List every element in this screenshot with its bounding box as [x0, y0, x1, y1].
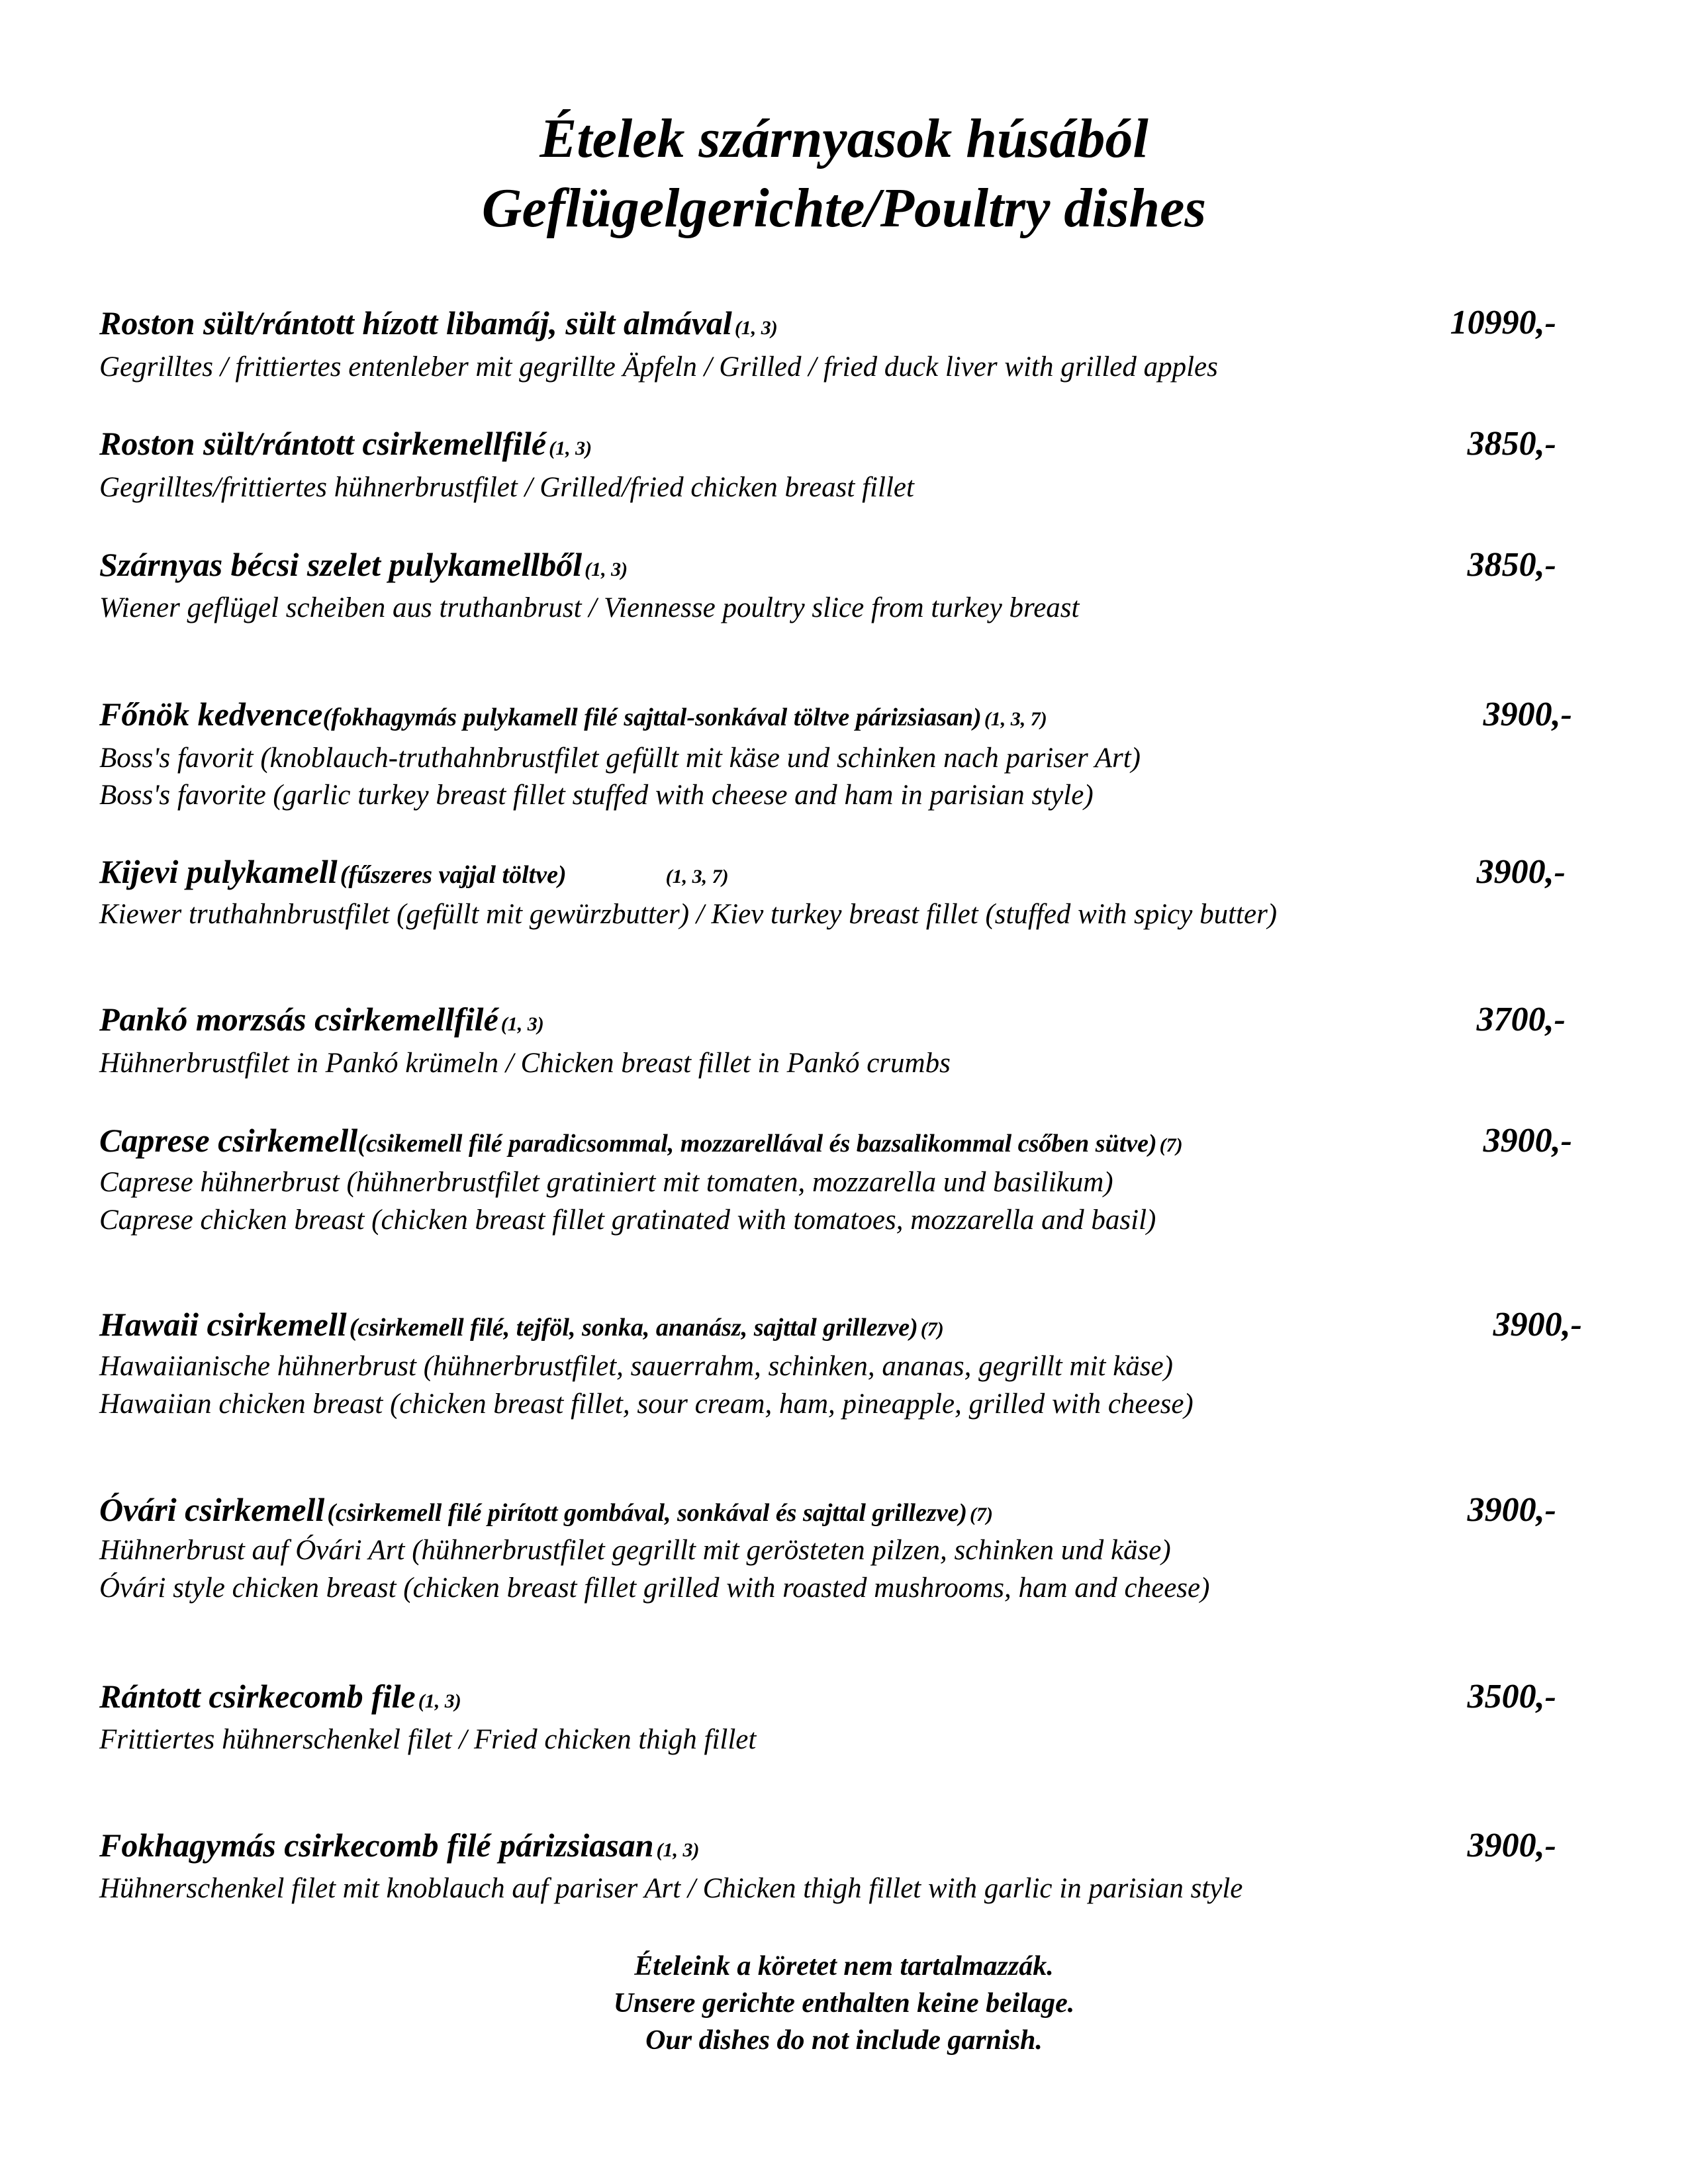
dish-name: Főnök kedvence: [99, 696, 323, 733]
dish-allergens: (1, 3): [418, 1690, 461, 1712]
dish-name-line: [99, 548, 628, 581]
dish-name: Szárnyas bécsi szelet pulykamellből: [99, 546, 583, 583]
dish-price: 3500,-: [1467, 1678, 1556, 1715]
dish-translation: Hawaiian chicken breast (chicken breast fillet, sour cream, ham, pineapple, grilled with cheese): [99, 1388, 1194, 1420]
dish-translation: Hühnerschenkel filet mit knoblauch auf pariser Art / Chicken thigh fillet with garlic in parisian style: [99, 1873, 1243, 1904]
dish-translation: Caprese chicken breast (chicken breast fillet gratinated with tomatoes, mozzarella and basil): [99, 1205, 1156, 1236]
page-title-german-english: Geflügelgerichte/Poultry dishes: [481, 177, 1207, 239]
dish-name-line: [99, 1003, 544, 1036]
dish-name-line: [99, 1124, 1183, 1157]
garnish-note-hungarian: Ételeink a köretet nem tartalmazzák.: [634, 1951, 1054, 1981]
dish-translation: Hawaiianische hühnerbrust (hühnerbrustfilet, sauerrahm, schinken, ananas, gegrillt mit käse): [99, 1351, 1173, 1382]
dish-price: 3900,-: [1467, 1491, 1556, 1529]
dish-name: Pankó morzsás csirkemellfilé: [99, 1001, 498, 1038]
garnish-note-english: Our dishes do not include garnish.: [645, 2025, 1043, 2056]
garnish-note-german: Unsere gerichte enthalten keine beilage.: [613, 1988, 1075, 2019]
dish-allergens: (1, 3): [656, 1839, 700, 1861]
dish-price: 3900,-: [1476, 853, 1566, 891]
dish-name: Caprese csirkemell: [99, 1122, 358, 1159]
dish-name-line: [99, 427, 592, 460]
dish-allergens: (1, 3): [734, 317, 778, 339]
dish-price: 3900,-: [1483, 696, 1572, 733]
dish-name: Kijevi pulykamell: [99, 853, 338, 890]
dish-price: 10990,-: [1450, 304, 1556, 341]
dish-description: (csikemell filé paradicsommal, mozzarellával és bazsalikommal csőben sütve): [357, 1130, 1157, 1158]
dish-price: 3700,-: [1476, 1001, 1566, 1038]
dish-allergens: (7): [970, 1504, 993, 1525]
dish-name-line: [99, 1308, 944, 1341]
dish-description: (csirkemell filé pirított gombával, sonkával és sajttal grillezve): [327, 1499, 967, 1527]
dish-price: 3900,-: [1483, 1122, 1572, 1160]
dish-price: 3850,-: [1467, 546, 1556, 584]
dish-allergens: (1, 3, 7): [665, 866, 729, 887]
dish-description: (csirkemell filé, tejföl, sonka, ananász, sajttal grillezve): [349, 1314, 918, 1342]
dish-allergens: (7): [1159, 1134, 1183, 1156]
dish-name: Roston sült/rántott hízott libamáj, sült almával: [99, 304, 732, 341]
dish-name: Óvári csirkemell: [99, 1491, 325, 1528]
dish-allergens: (1, 3): [585, 559, 628, 580]
dish-name-line: [99, 855, 729, 888]
dish-translation: Boss's favorit (knoblauch-truthahnbrustfilet gefüllt mit käse und schinken nach pariser Art): [99, 743, 1141, 774]
dish-price: 3900,-: [1467, 1827, 1556, 1864]
dish-allergens: (1, 3, 7): [984, 708, 1047, 730]
dish-translation: Gegrilltes/frittiertes hühnerbrustfilet / Grilled/fried chicken breast fillet: [99, 472, 914, 503]
dish-translation: Óvári style chicken breast (chicken breast fillet grilled with roasted mushrooms, ham and cheese): [99, 1572, 1210, 1604]
dish-allergens: (7): [920, 1318, 944, 1340]
dish-name-line: [99, 698, 1047, 731]
dish-name: Rántott csirkecomb file: [99, 1678, 416, 1715]
dish-translation: Wiener geflügel scheiben aus truthanbrust / Viennesse poultry slice from turkey breast: [99, 592, 1080, 623]
dish-name-line: [99, 306, 778, 340]
dish-price: 3850,-: [1467, 425, 1556, 463]
dish-translation: Gegrilltes / frittiertes entenleber mit gegrillte Äpfeln / Grilled / fried duck liver with grilled apples: [99, 351, 1218, 383]
dish-allergens: (1, 3): [500, 1013, 544, 1035]
dish-name: Roston sült/rántott csirkemellfilé: [99, 425, 547, 462]
dish-translation: Frittiertes hühnerschenkel filet / Fried chicken thigh fillet: [99, 1724, 757, 1755]
dish-translation: Caprese hühnerbrust (hühnerbrustfilet gratiniert mit tomaten, mozzarella und basilikum): [99, 1167, 1113, 1198]
dish-allergens: (1, 3): [549, 437, 592, 459]
dish-name: Fokhagymás csirkecomb filé párizsiasan: [99, 1827, 654, 1864]
dish-price: 3900,-: [1493, 1306, 1582, 1343]
dish-name: Hawaii csirkemell: [99, 1306, 347, 1343]
page-title-hungarian: Ételek szárnyasok húsából: [539, 108, 1149, 169]
dish-description: (fokhagymás pulykamell filé sajttal-sonkával töltve párizsiasan): [322, 704, 982, 731]
dish-name-line: [99, 1680, 461, 1713]
dish-description: (fűszeres vajjal töltve): [340, 861, 567, 889]
dish-translation: Hühnerbrust auf Óvári Art (hühnerbrustfilet gegrillt mit gerösteten pilzen, schinken und käse): [99, 1535, 1171, 1566]
dish-translation: Kiewer truthahnbrustfilet (gefüllt mit gewürzbutter) / Kiev turkey breast fillet (stuffed with spicy butter): [99, 899, 1278, 930]
dish-translation: Boss's favorite (garlic turkey breast fillet stuffed with cheese and ham in parisian style): [99, 780, 1094, 811]
dish-name-line: [99, 1493, 993, 1526]
dish-name-line: [99, 1829, 700, 1862]
dish-translation: Hühnerbrustfilet in Pankó krümeln / Chicken breast fillet in Pankó crumbs: [99, 1048, 951, 1079]
